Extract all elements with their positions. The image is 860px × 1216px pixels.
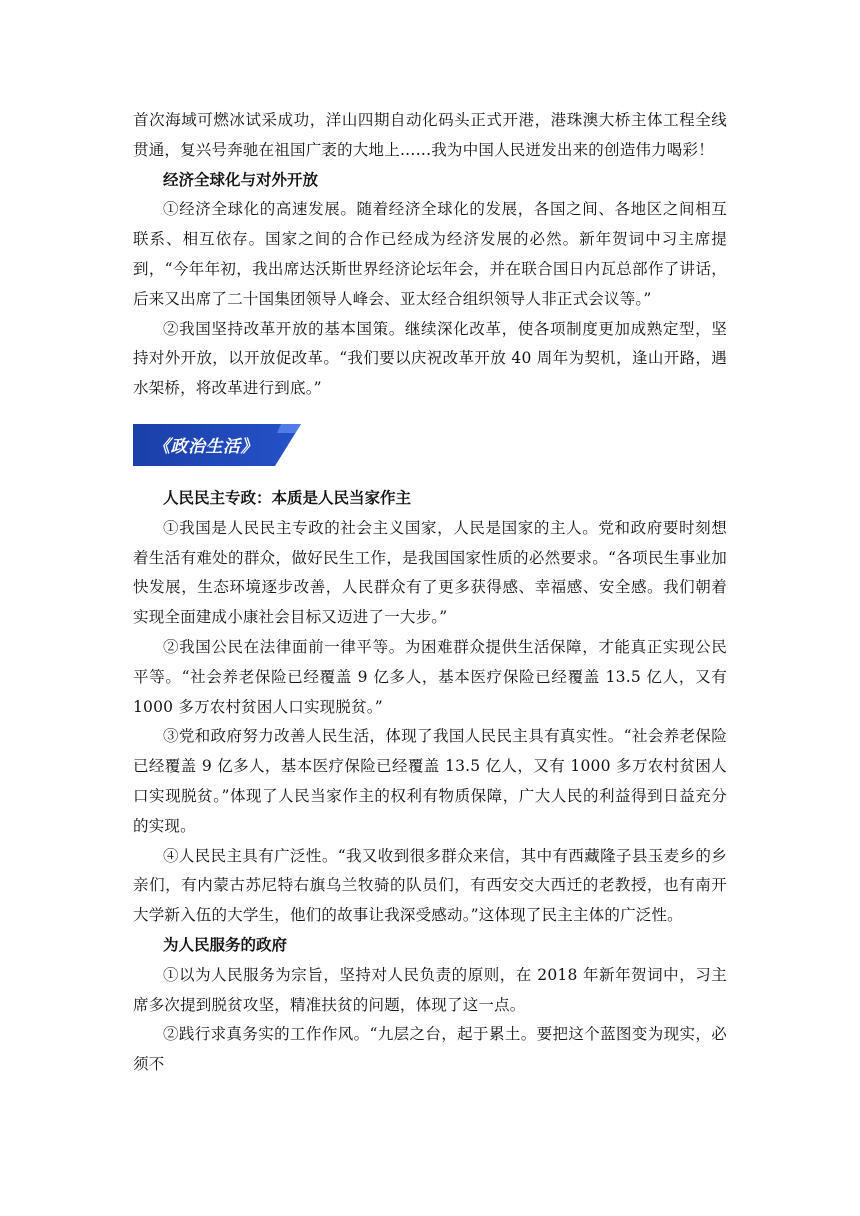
- section-banner-politics: [133, 424, 727, 466]
- economy-paragraph-1: ①经济全球化的高速发展。随着经济全球化的发展，各国之间、各地区之间相互联系、相互依存。国家之间的合作已经成为经济发展的必然。新年贺词中习主席提到，“今年年初，我出席达沃斯世界经济论坛年会，并在联合国日内瓦总部作了讲话，后来又出席了二十国集团领导人峰会、亚太经合组织领导人非正式会议等。”: [133, 200, 727, 308]
- intro-paragraph: 首次海域可燃冰试采成功，洋山四期自动化码头正式开港，港珠澳大桥主体工程全线贯通，复兴号奔驰在祖国广袤的大地上……我为中国人民迸发出来的创造伟力喝彩！: [133, 111, 727, 159]
- democracy-paragraph-3: ③党和政府努力改善人民生活，体现了我国人民民主具有真实性。“社会养老保险已经覆盖 9 亿多人，基本医疗保险已经覆盖 13.5 亿人，又有 1000 多万农村贫困人口实现脱贫。”体现了人民当家作主的权利有物质保障，广大人民的利益得到日益充分的实现。: [133, 727, 727, 835]
- section-heading-government: 为人民服务的政府: [163, 935, 288, 954]
- economy-paragraph-2: ②我国坚持改革开放的基本国策。继续深化改革，使各项制度更加成熟定型，坚持对外开放，以开放促改革。“我们要以庆祝改革开放 40 周年为契机，逢山开路，遇水架桥，将改革进行到底。”: [133, 319, 727, 398]
- section-heading-economy: 经济全球化与对外开放: [163, 170, 319, 189]
- document-body: [133, 106, 727, 1080]
- banner-label: 《政治生活》: [153, 436, 258, 457]
- government-paragraph-2: ②践行求真务实的工作作风。“九层之台，起于累土。要把这个蓝图变为现实，必须不: [133, 1025, 727, 1074]
- democracy-paragraph-4: ④人民民主具有广泛性。“我又收到很多群众来信，其中有西藏隆子县玉麦乡的乡亲们，有内蒙古苏尼特右旗乌兰牧骑的队员们，有西安交大西迁的老教授，也有南开大学新入伍的大学生，他们的故事让我深受感动。”这体现了民主主体的广泛性。: [133, 846, 727, 925]
- democracy-paragraph-2: ②我国公民在法律面前一律平等。为困难群众提供生活保障，才能真正实现公民平等。“社会养老保险已经覆盖 9 亿多人，基本医疗保险已经覆盖 13.5 亿人，又有 1000 多万农村贫困人口实现脱贫。”: [133, 637, 727, 716]
- democracy-paragraph-1: ①我国是人民民主专政的社会主义国家，人民是国家的主人。党和政府要时刻想着生活有难处的群众，做好民生工作，是我国国家性质的必然要求。“各项民生事业加快发展，生态环境逐步改善，人民群众有了更多获得感、幸福感、安全感。我们朝着实现全面建成小康社会目标又迈进了一大步。”: [133, 518, 727, 627]
- government-paragraph-1: ①以为人民服务为宗旨，坚持对人民负责的原则，在 2018 年新年贺词中，习主席多次提到脱贫攻坚，精准扶贫的问题，体现了这一点。: [133, 965, 727, 1014]
- section-heading-democracy: 人民民主专政：本质是人民当家作主: [163, 488, 412, 507]
